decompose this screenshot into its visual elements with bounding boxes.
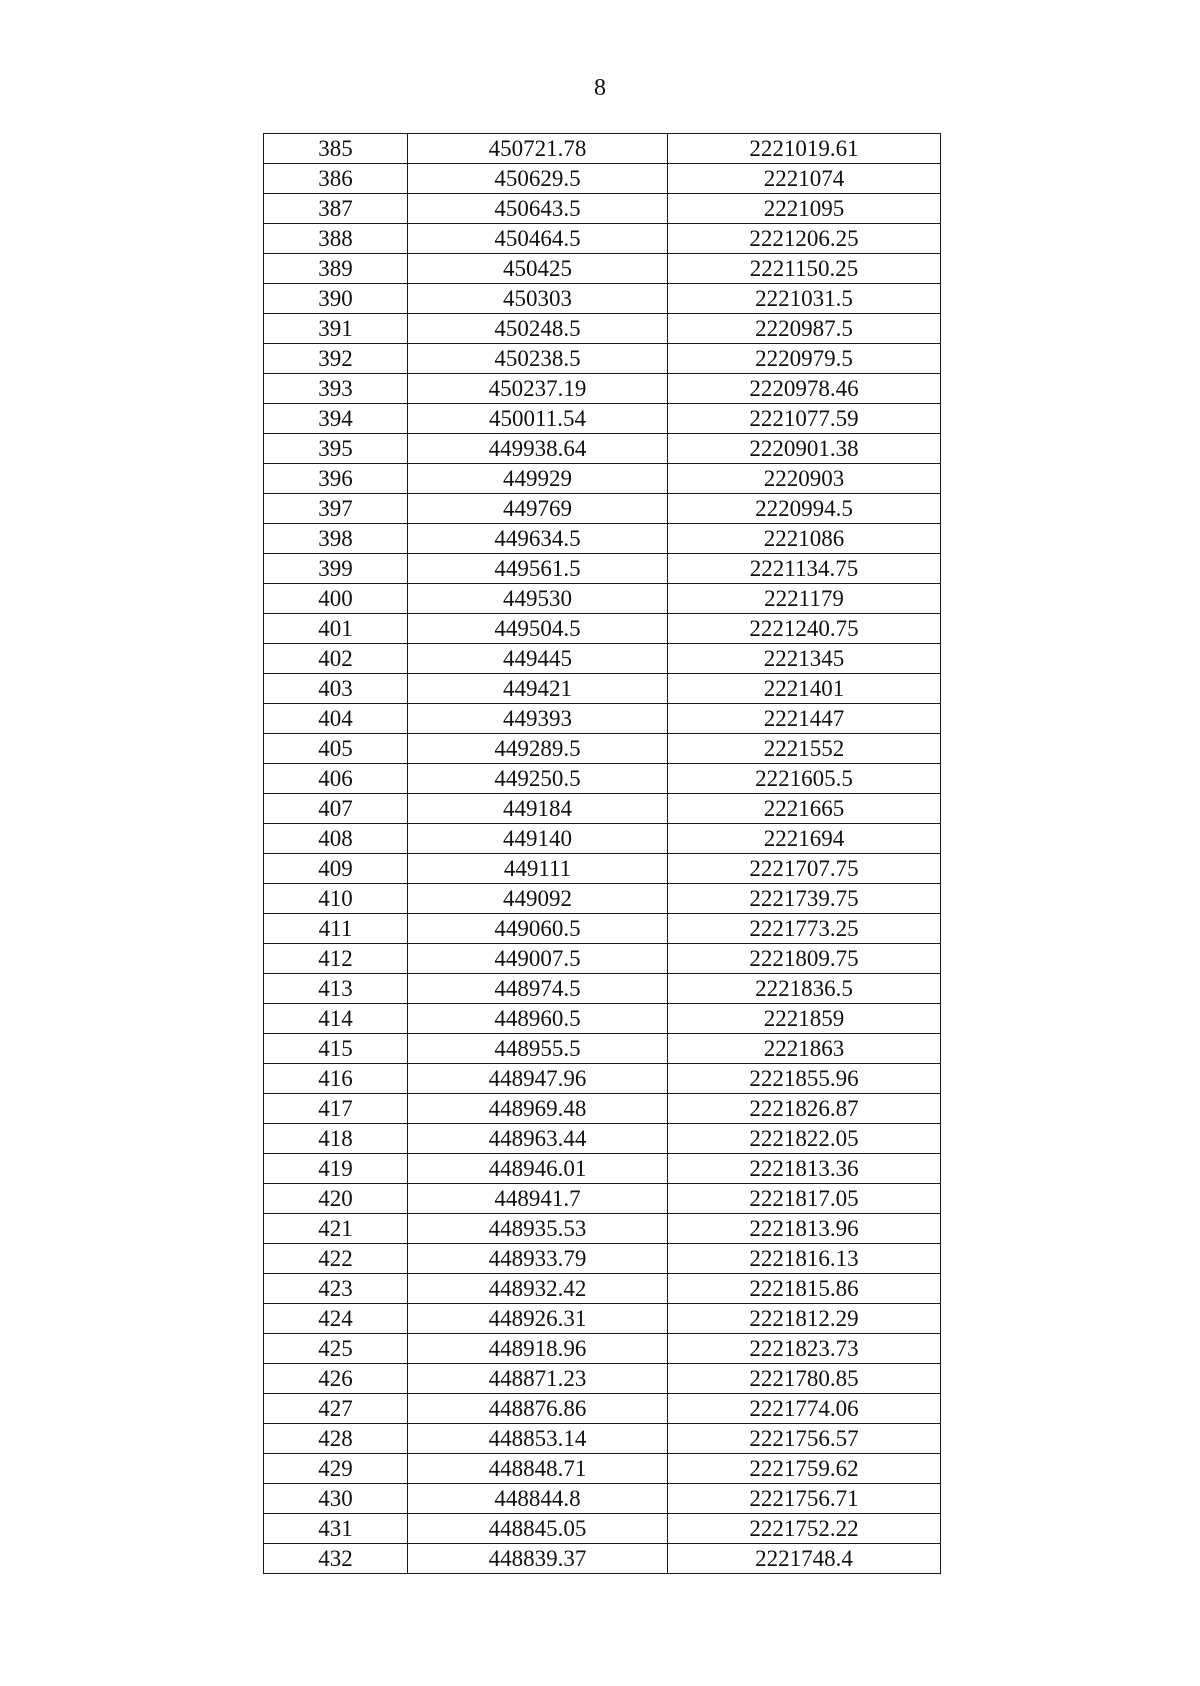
table-row	[264, 464, 941, 494]
table-row	[264, 1544, 941, 1574]
table-row	[264, 1304, 941, 1334]
point-number-cell: 400	[264, 584, 408, 614]
table-row	[264, 284, 941, 314]
x-coordinate-cell: 449929	[408, 464, 668, 494]
x-coordinate-cell: 448935.53	[408, 1214, 668, 1244]
point-number-cell: 427	[264, 1394, 408, 1424]
y-coordinate-cell: 2221836.5	[668, 974, 941, 1004]
x-coordinate-cell: 450303	[408, 284, 668, 314]
table-row	[264, 914, 941, 944]
y-coordinate-cell: 2221019.61	[668, 134, 941, 164]
point-number-cell: 419	[264, 1154, 408, 1184]
table-row	[264, 1214, 941, 1244]
table-row	[264, 374, 941, 404]
x-coordinate-cell: 450248.5	[408, 314, 668, 344]
table-row	[264, 944, 941, 974]
y-coordinate-cell: 2220987.5	[668, 314, 941, 344]
x-coordinate-cell: 449060.5	[408, 914, 668, 944]
y-coordinate-cell: 2221759.62	[668, 1454, 941, 1484]
x-coordinate-cell: 448955.5	[408, 1034, 668, 1064]
x-coordinate-cell: 448845.05	[408, 1514, 668, 1544]
table-row	[264, 1454, 941, 1484]
point-number-cell: 386	[264, 164, 408, 194]
point-number-cell: 424	[264, 1304, 408, 1334]
x-coordinate-cell: 449289.5	[408, 734, 668, 764]
y-coordinate-cell: 2221707.75	[668, 854, 941, 884]
x-coordinate-cell: 449634.5	[408, 524, 668, 554]
y-coordinate-cell: 2221855.96	[668, 1064, 941, 1094]
y-coordinate-cell: 2221813.36	[668, 1154, 941, 1184]
table-row	[264, 254, 941, 284]
point-number-cell: 396	[264, 464, 408, 494]
table-row	[264, 134, 941, 164]
point-number-cell: 430	[264, 1484, 408, 1514]
table-row	[264, 1124, 941, 1154]
x-coordinate-cell: 448960.5	[408, 1004, 668, 1034]
y-coordinate-cell: 2221077.59	[668, 404, 941, 434]
y-coordinate-cell: 2221822.05	[668, 1124, 941, 1154]
point-number-cell: 426	[264, 1364, 408, 1394]
point-number-cell: 388	[264, 224, 408, 254]
y-coordinate-cell: 2221447	[668, 704, 941, 734]
y-coordinate-cell: 2221748.4	[668, 1544, 941, 1574]
point-number-cell: 394	[264, 404, 408, 434]
y-coordinate-cell: 2221552	[668, 734, 941, 764]
x-coordinate-cell: 449393	[408, 704, 668, 734]
y-coordinate-cell: 2221206.25	[668, 224, 941, 254]
point-number-cell: 420	[264, 1184, 408, 1214]
x-coordinate-cell: 448969.48	[408, 1094, 668, 1124]
y-coordinate-cell: 2220979.5	[668, 344, 941, 374]
x-coordinate-cell: 448918.96	[408, 1334, 668, 1364]
table-row	[264, 794, 941, 824]
y-coordinate-cell: 2220901.38	[668, 434, 941, 464]
table-row	[264, 1274, 941, 1304]
point-number-cell: 407	[264, 794, 408, 824]
x-coordinate-cell: 450237.19	[408, 374, 668, 404]
x-coordinate-cell: 449504.5	[408, 614, 668, 644]
point-number-cell: 414	[264, 1004, 408, 1034]
x-coordinate-cell: 450629.5	[408, 164, 668, 194]
x-coordinate-cell: 449140	[408, 824, 668, 854]
x-coordinate-cell: 448946.01	[408, 1154, 668, 1184]
table-row	[264, 1184, 941, 1214]
y-coordinate-cell: 2221150.25	[668, 254, 941, 284]
point-number-cell: 404	[264, 704, 408, 734]
table-row	[264, 554, 941, 584]
point-number-cell: 391	[264, 314, 408, 344]
point-number-cell: 387	[264, 194, 408, 224]
x-coordinate-cell: 449445	[408, 644, 668, 674]
y-coordinate-cell: 2220994.5	[668, 494, 941, 524]
x-coordinate-cell: 450721.78	[408, 134, 668, 164]
point-number-cell: 428	[264, 1424, 408, 1454]
x-coordinate-cell: 449111	[408, 854, 668, 884]
point-number-cell: 398	[264, 524, 408, 554]
point-number-cell: 405	[264, 734, 408, 764]
table-row	[264, 974, 941, 1004]
point-number-cell: 429	[264, 1454, 408, 1484]
x-coordinate-cell: 449561.5	[408, 554, 668, 584]
y-coordinate-cell: 2221179	[668, 584, 941, 614]
table-row	[264, 584, 941, 614]
table-row	[264, 884, 941, 914]
point-number-cell: 421	[264, 1214, 408, 1244]
point-number-cell: 418	[264, 1124, 408, 1154]
point-number-cell: 431	[264, 1514, 408, 1544]
table-row	[264, 734, 941, 764]
point-number-cell: 423	[264, 1274, 408, 1304]
table-row	[264, 1004, 941, 1034]
x-coordinate-cell: 448933.79	[408, 1244, 668, 1274]
point-number-cell: 415	[264, 1034, 408, 1064]
y-coordinate-cell: 2221031.5	[668, 284, 941, 314]
point-number-cell: 425	[264, 1334, 408, 1364]
y-coordinate-cell: 2220978.46	[668, 374, 941, 404]
x-coordinate-cell: 449938.64	[408, 434, 668, 464]
table-row	[264, 1394, 941, 1424]
x-coordinate-cell: 448926.31	[408, 1304, 668, 1334]
table-row	[264, 644, 941, 674]
table-row	[264, 224, 941, 254]
page-number: 8	[594, 75, 606, 101]
y-coordinate-cell: 2221756.71	[668, 1484, 941, 1514]
point-number-cell: 412	[264, 944, 408, 974]
y-coordinate-cell: 2221773.25	[668, 914, 941, 944]
x-coordinate-cell: 449007.5	[408, 944, 668, 974]
table-row	[264, 404, 941, 434]
table-row	[264, 434, 941, 464]
point-number-cell: 397	[264, 494, 408, 524]
point-number-cell: 422	[264, 1244, 408, 1274]
y-coordinate-cell: 2221774.06	[668, 1394, 941, 1424]
x-coordinate-cell: 450011.54	[408, 404, 668, 434]
point-number-cell: 389	[264, 254, 408, 284]
y-coordinate-cell: 2221240.75	[668, 614, 941, 644]
y-coordinate-cell: 2221756.57	[668, 1424, 941, 1454]
point-number-cell: 410	[264, 884, 408, 914]
table-row	[264, 344, 941, 374]
x-coordinate-cell: 448941.7	[408, 1184, 668, 1214]
x-coordinate-cell: 448844.8	[408, 1484, 668, 1514]
point-number-cell: 408	[264, 824, 408, 854]
table-row	[264, 1364, 941, 1394]
table-row	[264, 524, 941, 554]
y-coordinate-cell: 2221826.87	[668, 1094, 941, 1124]
point-number-cell: 390	[264, 284, 408, 314]
table-row	[264, 1424, 941, 1454]
table-row	[264, 674, 941, 704]
y-coordinate-cell: 2221809.75	[668, 944, 941, 974]
y-coordinate-cell: 2221665	[668, 794, 941, 824]
point-number-cell: 393	[264, 374, 408, 404]
y-coordinate-cell: 2221095	[668, 194, 941, 224]
point-number-cell: 392	[264, 344, 408, 374]
y-coordinate-cell: 2221345	[668, 644, 941, 674]
y-coordinate-cell: 2220903	[668, 464, 941, 494]
coordinates-table	[263, 133, 941, 1574]
table-body	[264, 134, 941, 1574]
y-coordinate-cell: 2221780.85	[668, 1364, 941, 1394]
point-number-cell: 403	[264, 674, 408, 704]
x-coordinate-cell: 449421	[408, 674, 668, 704]
point-number-cell: 432	[264, 1544, 408, 1574]
x-coordinate-cell: 448974.5	[408, 974, 668, 1004]
table-row	[264, 1154, 941, 1184]
x-coordinate-cell: 450643.5	[408, 194, 668, 224]
point-number-cell: 402	[264, 644, 408, 674]
x-coordinate-cell: 448963.44	[408, 1124, 668, 1154]
y-coordinate-cell: 2221074	[668, 164, 941, 194]
table-row	[264, 1064, 941, 1094]
table-row	[264, 764, 941, 794]
y-coordinate-cell: 2221859	[668, 1004, 941, 1034]
table-row	[264, 854, 941, 884]
x-coordinate-cell: 448853.14	[408, 1424, 668, 1454]
x-coordinate-cell: 448876.86	[408, 1394, 668, 1424]
y-coordinate-cell: 2221863	[668, 1034, 941, 1064]
y-coordinate-cell: 2221694	[668, 824, 941, 854]
point-number-cell: 395	[264, 434, 408, 464]
x-coordinate-cell: 449092	[408, 884, 668, 914]
x-coordinate-cell: 449769	[408, 494, 668, 524]
y-coordinate-cell: 2221086	[668, 524, 941, 554]
table-row	[264, 824, 941, 854]
table-row	[264, 494, 941, 524]
y-coordinate-cell: 2221752.22	[668, 1514, 941, 1544]
table-row	[264, 1244, 941, 1274]
x-coordinate-cell: 448947.96	[408, 1064, 668, 1094]
y-coordinate-cell: 2221812.29	[668, 1304, 941, 1334]
x-coordinate-cell: 448848.71	[408, 1454, 668, 1484]
x-coordinate-cell: 448932.42	[408, 1274, 668, 1304]
table-row	[264, 1484, 941, 1514]
point-number-cell: 416	[264, 1064, 408, 1094]
point-number-cell: 409	[264, 854, 408, 884]
table-row	[264, 194, 941, 224]
x-coordinate-cell: 449184	[408, 794, 668, 824]
point-number-cell: 406	[264, 764, 408, 794]
table-row	[264, 614, 941, 644]
y-coordinate-cell: 2221739.75	[668, 884, 941, 914]
y-coordinate-cell: 2221823.73	[668, 1334, 941, 1364]
table-row	[264, 704, 941, 734]
point-number-cell: 401	[264, 614, 408, 644]
point-number-cell: 385	[264, 134, 408, 164]
y-coordinate-cell: 2221401	[668, 674, 941, 704]
point-number-cell: 411	[264, 914, 408, 944]
point-number-cell: 399	[264, 554, 408, 584]
y-coordinate-cell: 2221605.5	[668, 764, 941, 794]
table-row	[264, 1034, 941, 1064]
x-coordinate-cell: 448839.37	[408, 1544, 668, 1574]
table-row	[264, 1514, 941, 1544]
x-coordinate-cell: 450464.5	[408, 224, 668, 254]
point-number-cell: 413	[264, 974, 408, 1004]
y-coordinate-cell: 2221815.86	[668, 1274, 941, 1304]
x-coordinate-cell: 450238.5	[408, 344, 668, 374]
point-number-cell: 417	[264, 1094, 408, 1124]
x-coordinate-cell: 449530	[408, 584, 668, 614]
y-coordinate-cell: 2221134.75	[668, 554, 941, 584]
table-row	[264, 1334, 941, 1364]
x-coordinate-cell: 448871.23	[408, 1364, 668, 1394]
x-coordinate-cell: 450425	[408, 254, 668, 284]
x-coordinate-cell: 449250.5	[408, 764, 668, 794]
table-row	[264, 164, 941, 194]
table-row	[264, 314, 941, 344]
y-coordinate-cell: 2221817.05	[668, 1184, 941, 1214]
y-coordinate-cell: 2221813.96	[668, 1214, 941, 1244]
y-coordinate-cell: 2221816.13	[668, 1244, 941, 1274]
table-row	[264, 1094, 941, 1124]
